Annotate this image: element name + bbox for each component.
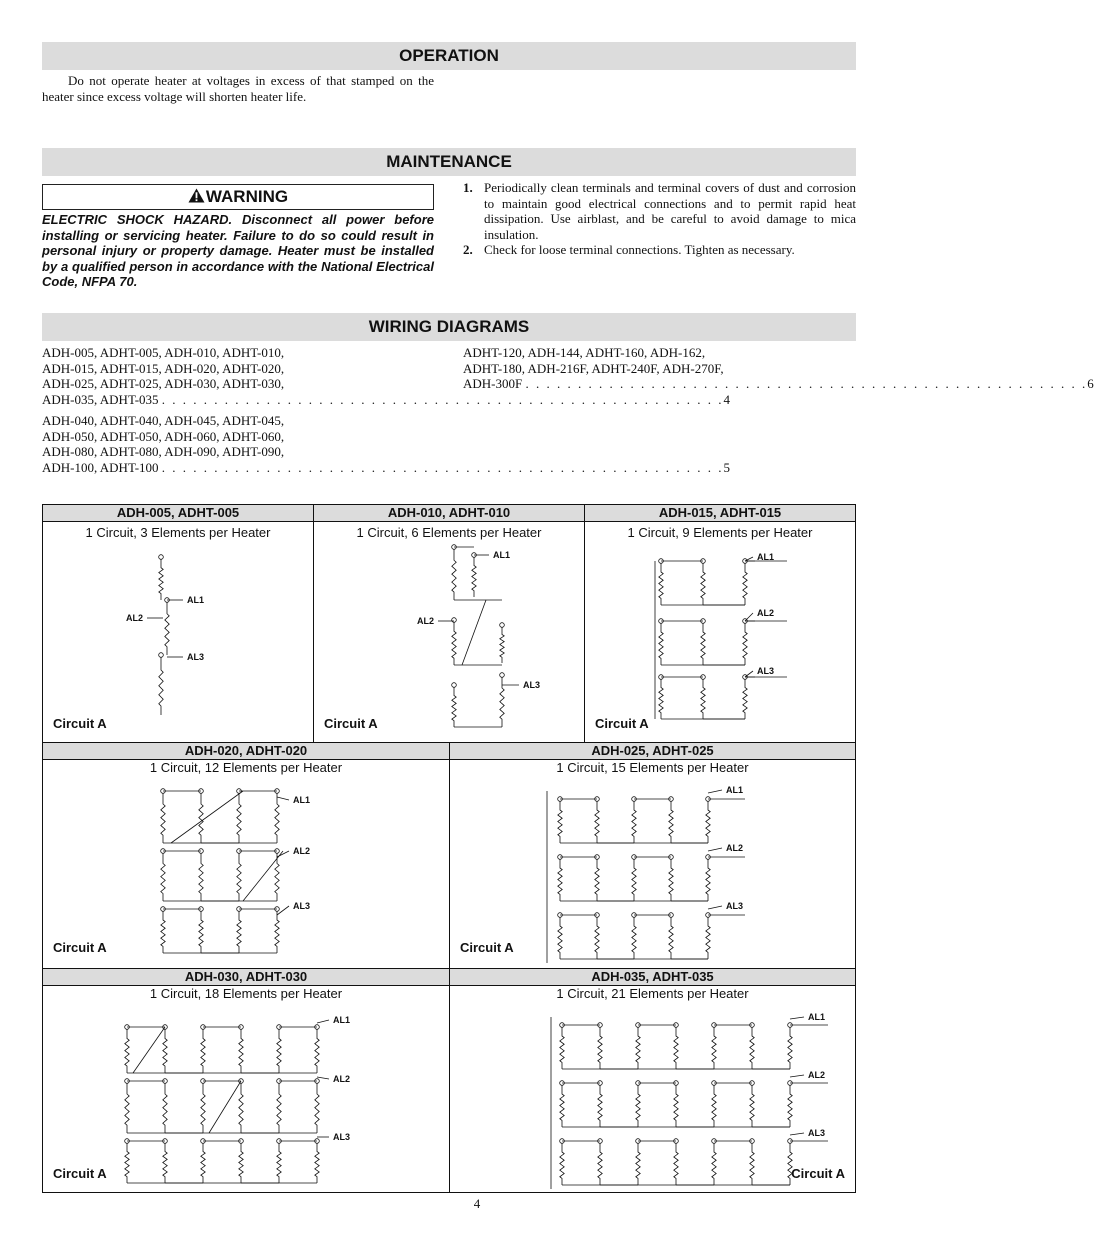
wire (171, 791, 243, 843)
circuit-label: Circuit A (53, 1166, 107, 1181)
terminal-node (452, 618, 457, 623)
heating-element (595, 915, 599, 959)
wiring-heading: WIRING DIAGRAMS (42, 313, 856, 341)
diagram-model: ADH-005, ADHT-005 (43, 505, 313, 522)
wire (708, 790, 722, 793)
heating-element (159, 655, 163, 715)
heating-element (669, 799, 673, 843)
wire (317, 1020, 329, 1023)
heating-element (750, 1083, 754, 1127)
heating-element (743, 677, 747, 719)
wiring-diagram (43, 743, 450, 969)
diagram-description: 1 Circuit, 18 Elements per Heater (149, 986, 343, 1001)
heating-element (161, 851, 165, 901)
wire (790, 1075, 804, 1077)
heating-element (560, 1141, 564, 1185)
heating-element (743, 561, 747, 605)
terminal-node (452, 683, 457, 688)
terminal-label: AL1 (726, 785, 744, 795)
wire (708, 848, 722, 851)
heating-element (598, 1025, 602, 1069)
heating-element (239, 1141, 243, 1183)
terminal-node (500, 673, 505, 678)
heating-element (239, 1027, 243, 1073)
wiring-diagram (314, 505, 585, 743)
terminal-label: AL3 (187, 652, 205, 662)
dot-leader: . . . . . . . . . . . . . . . . . . . . . . . . . . . . . . . . . . . . . . . . . . . . . . . . . . . . . . (161, 459, 724, 475)
index-line: ADH-080, ADHT-080, ADH-090, ADHT-090, (42, 444, 285, 459)
terminal-label: AL1 (333, 1015, 351, 1025)
heating-element (712, 1083, 716, 1127)
terminal-label: AL1 (187, 595, 205, 605)
heating-element (163, 1141, 167, 1183)
heating-element (750, 1141, 754, 1185)
terminal-label: AL2 (726, 843, 744, 853)
heating-element (659, 677, 663, 719)
heating-element (165, 600, 169, 655)
heating-element (275, 791, 279, 843)
index-line: ADH-025, ADHT-025, ADH-030, ADHT-030, (42, 376, 285, 391)
heating-element (595, 857, 599, 901)
heating-element (706, 799, 710, 843)
heating-element (237, 909, 241, 953)
index-line: ADH-050, ADHT-050, ADH-060, ADHT-060, (42, 428, 285, 444)
index-line: ADH-300F (463, 376, 523, 391)
heating-element (659, 621, 663, 665)
index-line: ADH-100, ADHT-100 (42, 459, 159, 475)
heating-element (558, 857, 562, 901)
operation-text: Do not operate heater at voltages in excess of that stamped on the heater since excess voltage will shorten heater life. (42, 73, 434, 104)
heating-element (163, 1027, 167, 1073)
diagram-model: ADH-025, ADHT-025 (450, 743, 855, 760)
terminal-label: AL2 (757, 608, 775, 618)
diagram-description: 1 Circuit, 15 Elements per Heater (556, 760, 749, 775)
index-line: ADHT-180, ADH-216F, ADHT-240F, ADH-270F, (463, 360, 724, 376)
diagram-cell (43, 743, 450, 969)
terminal-label: AL3 (293, 901, 311, 911)
diagram-description: 1 Circuit, 9 Elements per Heater (627, 525, 813, 540)
wiring-diagram (585, 505, 855, 743)
heating-element (659, 561, 663, 605)
heating-element (636, 1141, 640, 1185)
terminal-label: AL2 (293, 846, 311, 856)
heating-element (500, 675, 504, 727)
diagram-cell (43, 505, 314, 743)
diagram-description: 1 Circuit, 6 Elements per Heater (356, 525, 542, 540)
heating-element (277, 1141, 281, 1183)
heating-element (315, 1081, 319, 1133)
terminal-label: AL2 (416, 616, 434, 626)
terminal-label: AL1 (808, 1012, 826, 1022)
warning-triangle-icon (188, 188, 205, 203)
heating-element (558, 915, 562, 959)
heating-element (636, 1083, 640, 1127)
diagram-description: 1 Circuit, 21 Elements per Heater (556, 986, 749, 1001)
heating-element (159, 557, 163, 600)
index-page: 6 (1087, 376, 1094, 391)
diagram-cell (43, 969, 450, 1192)
heating-element (701, 677, 705, 719)
heating-element (277, 1081, 281, 1133)
wire (708, 906, 722, 909)
heating-element (275, 909, 279, 953)
circuit-label: Circuit A (595, 716, 649, 731)
diagram-description: 1 Circuit, 12 Elements per Heater (149, 760, 343, 775)
diagram-model: ADH-010, ADHT-010 (314, 505, 584, 522)
heating-element (161, 909, 165, 953)
terminal-label: AL2 (333, 1074, 351, 1084)
wiring-diagram-table (42, 504, 856, 1193)
wire (462, 600, 486, 665)
diagram-model: ADH-020, ADHT-020 (43, 743, 449, 760)
heating-element (560, 1025, 564, 1069)
heating-element (500, 625, 504, 663)
terminal-label: AL3 (523, 680, 541, 690)
heating-element (595, 799, 599, 843)
maintenance-heading: MAINTENANCE (42, 148, 856, 176)
maintenance-step (463, 242, 856, 258)
index-entry (463, 345, 1094, 392)
warning-title: WARNING (205, 187, 289, 206)
heating-element (315, 1027, 319, 1073)
circuit-label: Circuit A (53, 940, 107, 955)
dot-leader: . . . . . . . . . . . . . . . . . . . . . . . . . . . . . . . . . . . . . . . . . . . . . . . . . . . . . . (161, 391, 724, 407)
heating-element (452, 547, 456, 600)
heating-element (712, 1025, 716, 1069)
index-line: ADHT-120, ADH-144, ADHT-160, ADH-162, (463, 345, 706, 360)
wiring-diagram (450, 969, 855, 1192)
step-number: 1. (463, 180, 473, 195)
heating-element (199, 909, 203, 953)
heating-element (237, 791, 241, 843)
heating-element (706, 857, 710, 901)
heating-element (472, 555, 476, 597)
terminal-label: AL1 (757, 552, 775, 562)
heating-element (674, 1083, 678, 1127)
terminal-node (159, 653, 164, 658)
diagram-cell (450, 969, 855, 1192)
wire (209, 1081, 241, 1133)
heating-element (788, 1083, 792, 1127)
operation-heading: OPERATION (42, 42, 856, 70)
warning-box (42, 184, 434, 210)
heating-element (452, 620, 456, 665)
terminal-label: AL3 (333, 1132, 351, 1142)
wire (790, 1133, 804, 1135)
terminal-label: AL3 (808, 1128, 826, 1138)
terminal-label: AL1 (493, 550, 511, 560)
heating-element (701, 621, 705, 665)
heating-element (598, 1083, 602, 1127)
heating-element (125, 1141, 129, 1183)
diagram-description: 1 Circuit, 3 Elements per Heater (85, 525, 271, 540)
heating-element (788, 1141, 792, 1185)
heating-element (125, 1081, 129, 1133)
heating-element (674, 1025, 678, 1069)
heating-element (669, 915, 673, 959)
heating-element (161, 791, 165, 843)
heating-element (712, 1141, 716, 1185)
terminal-node (159, 555, 164, 560)
heating-element (277, 1027, 281, 1073)
index-line: ADH-015, ADHT-015, ADH-020, ADHT-020, (42, 360, 285, 376)
wire (277, 797, 289, 800)
heating-element (632, 915, 636, 959)
heating-element (636, 1025, 640, 1069)
index-line: ADH-035, ADHT-035 (42, 391, 159, 407)
circuit-label: Circuit A (324, 716, 378, 731)
index-line: ADH-040, ADHT-040, ADH-045, ADHT-045, (42, 413, 285, 428)
step-number: 2. (463, 242, 473, 257)
heating-element (201, 1081, 205, 1133)
diagram-cell (450, 743, 855, 969)
page-number: 4 (473, 1196, 481, 1211)
dot-leader: . . . . . . . . . . . . . . . . . . . . . . . . . . . . . . . . . . . . . . . . . . . . . . . . . . . . . . (525, 376, 1088, 391)
circuit-label: Circuit A (460, 940, 514, 955)
heating-element (701, 561, 705, 605)
diagram-cell (585, 505, 855, 743)
heating-element (743, 621, 747, 665)
heating-element (199, 851, 203, 901)
heating-element (750, 1025, 754, 1069)
maintenance-step (463, 180, 856, 242)
wiring-diagram (450, 743, 855, 969)
heating-element (674, 1141, 678, 1185)
wire (745, 671, 753, 677)
index-page: 4 (723, 391, 731, 407)
heating-element (706, 915, 710, 959)
diagram-model: ADH-030, ADHT-030 (43, 969, 449, 986)
terminal-node (500, 623, 505, 628)
diagram-model: ADH-015, ADHT-015 (585, 505, 855, 522)
heating-element (558, 799, 562, 843)
step-text: Periodically clean terminals and terminal covers of dust and corrosion to maintain good electrical connections and to permit rapid heat dissipation. Use airblast, and be careful to avoid damage to mica insulation. (484, 180, 856, 242)
terminal-label: AL2 (125, 613, 143, 623)
index-page: 5 (723, 459, 731, 475)
heating-element (788, 1025, 792, 1069)
heating-element (201, 1141, 205, 1183)
wiring-diagram (43, 505, 314, 743)
heating-element (237, 851, 241, 901)
step-text: Check for loose terminal connections. Tighten as necessary. (484, 242, 795, 257)
heating-element (163, 1081, 167, 1133)
wire (745, 613, 753, 621)
heating-element (632, 857, 636, 901)
heating-element (669, 857, 673, 901)
circuit-label: Circuit A (791, 1166, 845, 1181)
heating-element (452, 685, 456, 727)
circuit-label: Circuit A (53, 716, 107, 731)
diagram-cell (314, 505, 585, 743)
heating-element (239, 1081, 243, 1133)
terminal-label: AL3 (726, 901, 744, 911)
heating-element (199, 791, 203, 843)
heating-element (632, 799, 636, 843)
heating-element (315, 1141, 319, 1183)
wiring-diagram (43, 969, 450, 1192)
heating-element (560, 1083, 564, 1127)
wire (317, 1077, 329, 1079)
diagram-model: ADH-035, ADHT-035 (450, 969, 855, 986)
index-line: ADH-005, ADHT-005, ADH-010, ADHT-010, (42, 345, 285, 360)
index-entry (42, 413, 731, 475)
warning-text: ELECTRIC SHOCK HAZARD. Disconnect all power before installing or servicing heater. Failure to do so could result in personal injury or property damage. Heater must be installed by a qualified person in accordance with the National Electrical Code, NFPA 70. (42, 212, 434, 290)
terminal-label: AL3 (757, 666, 775, 676)
terminal-label: AL2 (808, 1070, 826, 1080)
wire (790, 1017, 804, 1019)
heating-element (125, 1027, 129, 1073)
maintenance-steps (463, 180, 856, 258)
heating-element (598, 1141, 602, 1185)
wire (133, 1027, 165, 1073)
terminal-label: AL1 (293, 795, 311, 805)
heating-element (201, 1027, 205, 1073)
